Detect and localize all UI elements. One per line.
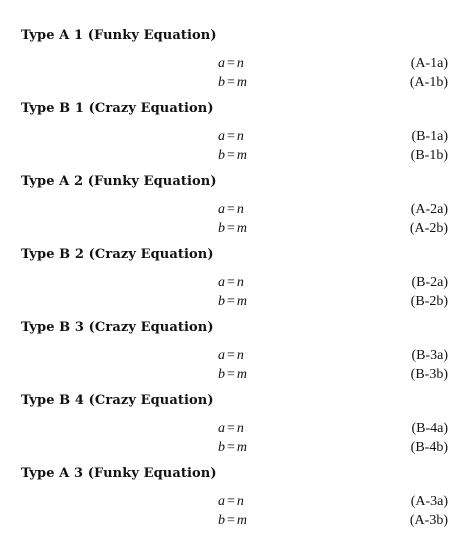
equation-row <box>0 128 474 146</box>
equation-section <box>0 320 474 393</box>
equation-row <box>0 420 474 438</box>
equation-lhs: b <box>218 367 225 382</box>
section-heading: Type B 3 (Crazy Equation) <box>21 320 214 335</box>
equation-section <box>0 174 474 247</box>
equation-row <box>0 366 474 384</box>
equation-operator: = <box>227 367 235 382</box>
section-heading: Type A 2 (Funky Equation) <box>21 174 217 189</box>
section-heading: Type A 3 (Funky Equation) <box>21 466 217 481</box>
equation-operator: = <box>227 275 235 290</box>
equation-row <box>0 347 474 365</box>
equation <box>218 74 247 92</box>
equation-lhs: b <box>218 75 225 90</box>
equation <box>218 147 247 165</box>
equation-label: (B-4a) <box>411 421 448 436</box>
equation <box>218 420 244 438</box>
equation-lhs: a <box>218 494 225 509</box>
equation-rhs: n <box>236 129 244 144</box>
equation-operator: = <box>227 148 235 163</box>
equation <box>218 55 244 73</box>
equation-row <box>0 512 474 530</box>
equation-label: (A-2a) <box>410 202 448 217</box>
equation-operator: = <box>227 513 235 528</box>
equation-rhs: m <box>236 367 248 382</box>
equation <box>218 220 247 238</box>
section-heading: Type B 2 (Crazy Equation) <box>21 247 214 262</box>
equation-rhs: n <box>236 56 244 71</box>
equation-lhs: a <box>218 56 225 71</box>
section-heading: Type B 1 (Crazy Equation) <box>21 101 214 116</box>
equation-rhs: n <box>236 348 244 363</box>
equation-lhs: a <box>218 348 225 363</box>
equation-section <box>0 101 474 174</box>
equation-rhs: m <box>236 148 248 163</box>
equation-row <box>0 55 474 73</box>
equation-operator: = <box>227 129 235 144</box>
equation-label: (B-1b) <box>410 148 448 163</box>
equation-rhs: m <box>236 75 248 90</box>
equation-operator: = <box>227 56 235 71</box>
equation-label: (B-1a) <box>411 129 448 144</box>
equation-label: (A-1b) <box>409 75 448 90</box>
equation-label: (B-4b) <box>410 440 448 455</box>
equation-row <box>0 201 474 219</box>
equation-rhs: n <box>236 202 244 217</box>
equation-lhs: b <box>218 440 225 455</box>
equation-section <box>0 28 474 101</box>
equation-rhs: m <box>236 513 248 528</box>
equation-row <box>0 493 474 511</box>
equation-operator: = <box>227 421 235 436</box>
equation-rhs: m <box>236 440 248 455</box>
equation-operator: = <box>227 75 235 90</box>
equation-rhs: n <box>236 421 244 436</box>
equation-label: (A-1a) <box>410 56 448 71</box>
equation-row <box>0 147 474 165</box>
equation-label: (B-2b) <box>410 294 448 309</box>
equation-lhs: a <box>218 421 225 436</box>
equation-lhs: b <box>218 148 225 163</box>
equation <box>218 512 247 530</box>
equation <box>218 274 244 292</box>
equation-rhs: n <box>236 494 244 509</box>
section-heading: Type A 1 (Funky Equation) <box>21 28 217 43</box>
equation <box>218 201 244 219</box>
equation-label: (B-3a) <box>411 348 448 363</box>
equation <box>218 293 247 311</box>
equation-lhs: a <box>218 129 225 144</box>
equation-label: (B-3b) <box>410 367 448 382</box>
equation-operator: = <box>227 221 235 236</box>
equation-label: (A-2b) <box>409 221 448 236</box>
equation-section <box>0 393 474 466</box>
equation-operator: = <box>227 294 235 309</box>
equation-operator: = <box>227 440 235 455</box>
equation <box>218 366 247 384</box>
equation-lhs: b <box>218 294 225 309</box>
equation-section <box>0 466 474 539</box>
equation <box>218 493 244 511</box>
section-heading: Type B 4 (Crazy Equation) <box>21 393 214 408</box>
equation-lhs: a <box>218 275 225 290</box>
equation <box>218 347 244 365</box>
equation-lhs: b <box>218 513 225 528</box>
equation-lhs: a <box>218 202 225 217</box>
equation-label: (A-3b) <box>409 513 448 528</box>
equation-lhs: b <box>218 221 225 236</box>
equation-rhs: m <box>236 294 248 309</box>
equation-rhs: n <box>236 275 244 290</box>
equation-operator: = <box>227 202 235 217</box>
equation-label: (B-2a) <box>411 275 448 290</box>
equation-section <box>0 247 474 320</box>
equation-row <box>0 293 474 311</box>
equation-row <box>0 220 474 238</box>
equation-operator: = <box>227 494 235 509</box>
equation-row <box>0 439 474 457</box>
equation <box>218 128 244 146</box>
equation-label: (A-3a) <box>410 494 448 509</box>
equation-row <box>0 74 474 92</box>
equation-row <box>0 274 474 292</box>
equation-operator: = <box>227 348 235 363</box>
equation-rhs: m <box>236 221 248 236</box>
equation <box>218 439 247 457</box>
